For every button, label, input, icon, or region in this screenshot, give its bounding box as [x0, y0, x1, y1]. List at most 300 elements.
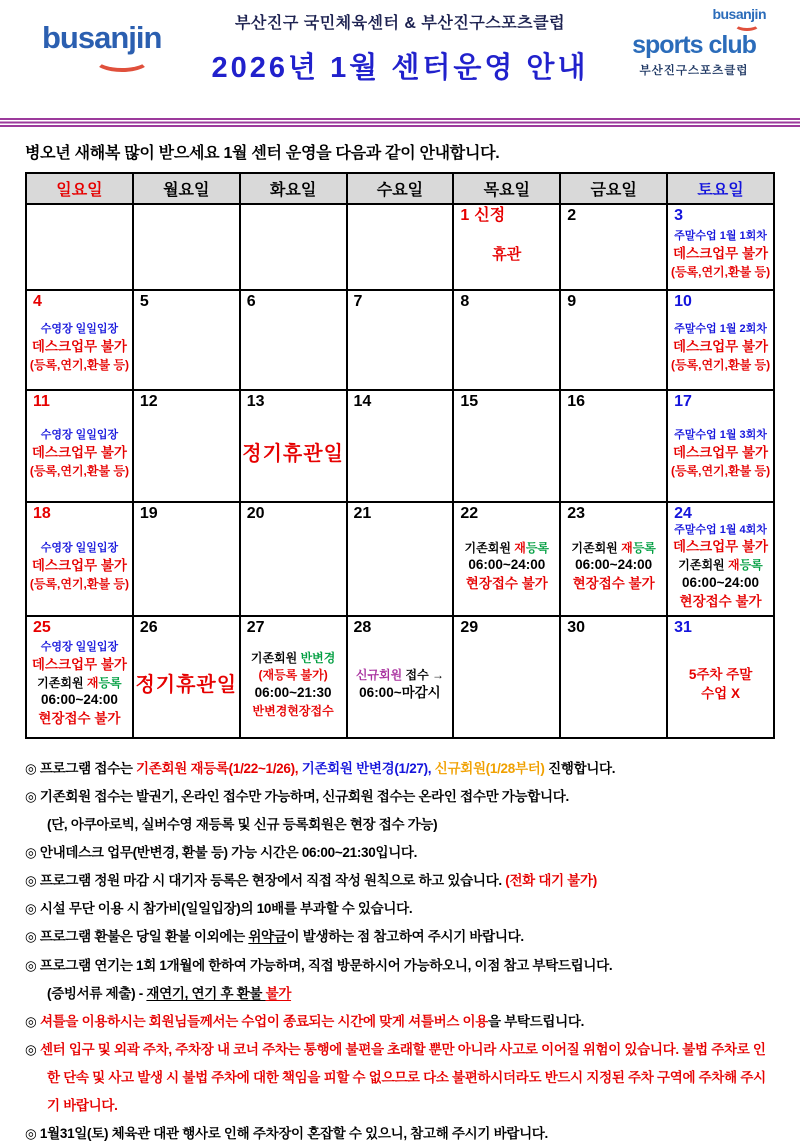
text-segment: (단, 아쿠아로빅, 실버수영 재등록 및 신규 등록회원은 현장 접수 가능) [47, 817, 438, 833]
day-number-text: 4 [33, 293, 42, 310]
calendar-cell [26, 204, 133, 290]
cell-line [359, 684, 441, 703]
day-number-text: 25 [33, 619, 51, 636]
cell-content [454, 523, 559, 615]
note-line [25, 867, 775, 895]
cell-content [241, 205, 346, 289]
calendar-cell-box [241, 617, 346, 737]
day-number-text: 3 [674, 207, 683, 224]
calendar-cell [560, 290, 667, 390]
day-number [454, 503, 559, 523]
text-segment: 불가 [265, 985, 292, 1001]
calendar-cell-box [27, 503, 132, 615]
text-segment: 등록 [98, 675, 122, 690]
cell-line [242, 440, 344, 468]
note-line [25, 811, 775, 839]
note-line [25, 1120, 775, 1148]
calendar-cell [26, 390, 133, 502]
note-line [25, 1036, 775, 1120]
cell-line [258, 667, 327, 684]
cell-line [492, 244, 521, 265]
calendar-cell-box [241, 205, 346, 289]
day-number-text: 24 [674, 505, 692, 522]
text-segment: 현장접수 불가 [38, 711, 121, 727]
text-segment: ◎ [25, 1013, 40, 1029]
calendar-cell-box [561, 617, 666, 737]
calendar-cell [240, 502, 347, 616]
sports-club-logo-busanjin: busanjin [712, 6, 766, 22]
day-number-text: 10 [674, 293, 692, 310]
text-segment: 재 [86, 675, 99, 690]
day-number-text: 28 [353, 619, 372, 636]
cell-content [241, 311, 346, 389]
calendar-cell [667, 390, 774, 502]
day-number-text: 31 [674, 619, 692, 636]
note-line [25, 1008, 775, 1036]
calendar-cell [347, 390, 454, 502]
day-number-text: 18 [33, 505, 51, 522]
calendar-cell-box [668, 205, 773, 289]
cell-content [561, 311, 666, 389]
cell-content [454, 311, 559, 389]
calendar-table [25, 172, 775, 739]
day-number-text: 9 [567, 293, 577, 310]
day-number [134, 391, 239, 411]
text-segment: 주말수업 1월 1회차 [674, 230, 767, 243]
cell-content [561, 523, 666, 615]
day-number-text: 27 [246, 619, 265, 636]
text-segment: 기존회원 재등록(1/22~1/26), [136, 761, 299, 776]
day-number-text: 5 [139, 293, 149, 310]
note-line [25, 923, 775, 951]
calendar-cell-box [668, 391, 773, 501]
text-segment: 데스크업무 불가 [673, 444, 769, 460]
day-number [27, 391, 132, 411]
day-number-text: 22 [460, 505, 479, 522]
calendar-cell [667, 290, 774, 390]
cell-line [674, 428, 767, 443]
weekday-header: 목요일 [453, 173, 560, 204]
cell-line [41, 322, 118, 337]
cell-line [251, 650, 335, 667]
cell-line [30, 463, 129, 480]
calendar-cell [667, 616, 774, 738]
cell-content [27, 311, 132, 389]
calendar-cell [240, 390, 347, 502]
calendar-cell [347, 290, 454, 390]
day-number [241, 503, 346, 523]
day-number-text: 17 [674, 393, 692, 410]
text-segment: 위약금 [248, 929, 287, 945]
calendar-cell-box [668, 503, 773, 615]
calendar-week-row [26, 502, 774, 616]
note-line [25, 980, 775, 1008]
cell-line [32, 338, 127, 357]
calendar-cell-box [134, 391, 239, 501]
day-number [241, 291, 346, 311]
day-number [241, 617, 346, 637]
cell-content [348, 205, 453, 289]
note-line [25, 839, 775, 867]
day-number [241, 391, 346, 411]
text-segment: 재 [621, 540, 633, 555]
day-number-text: 11 [33, 393, 50, 410]
calendar-cell-box [561, 391, 666, 501]
day-number-text: 13 [246, 393, 265, 410]
text-segment: 기존회원 [250, 651, 301, 666]
calendar-cell-box [454, 391, 559, 501]
text-segment: (등록,연기,환불 등) [670, 264, 771, 279]
text-segment: 데스크업무 불가 [31, 338, 127, 354]
cell-line [37, 675, 121, 692]
day-number [668, 617, 773, 637]
cell-line [32, 557, 127, 576]
weekday-header: 일요일 [26, 173, 133, 204]
cell-content [668, 523, 773, 616]
calendar-cell-box [454, 503, 559, 615]
sports-club-logo-text: sports club [632, 31, 756, 59]
cell-line [466, 575, 548, 594]
text-segment: ◎ 시설 무단 이용 시 참가비(일일입장)의 10배를 부과할 수 있습니다. [25, 901, 413, 917]
text-segment: 등록 [632, 540, 656, 555]
calendar-cell [26, 616, 133, 738]
day-number-text: 20 [246, 505, 265, 522]
calendar-cell [133, 204, 240, 290]
text-segment: 수영장 일일입장 [40, 542, 119, 555]
text-segment: 수영장 일일입장 [40, 429, 119, 442]
calendar-cell-box [241, 391, 346, 501]
text-segment: (증빙서류 제출) - [47, 985, 147, 1001]
day-number [454, 291, 559, 311]
text-segment: 등록 [525, 540, 550, 555]
day-number-text: 14 [353, 393, 372, 410]
text-segment: 데스크업무 불가 [31, 656, 127, 672]
text-segment: 5주차 주말 [688, 666, 753, 682]
calendar-cell-box [348, 503, 453, 615]
day-number [561, 291, 666, 311]
weekday-header: 금요일 [560, 173, 667, 204]
day-number [348, 391, 453, 411]
text-segment: (등록,연기,환불 등) [29, 357, 129, 372]
note-line [25, 783, 775, 811]
text-segment: 을 부탁드립니다. [488, 1013, 585, 1029]
calendar-cell [667, 502, 774, 616]
text-segment: 06:00~마감시 [359, 684, 441, 700]
calendar-cell-box [454, 205, 559, 289]
text-segment: 주말수업 1월 4회차 [674, 523, 767, 536]
calendar-cell-box [454, 291, 559, 389]
calendar-cell-box [668, 291, 773, 389]
cell-line [465, 540, 549, 557]
cell-line [41, 640, 118, 655]
text-segment: 정기휴관일 [135, 673, 238, 696]
day-number-text: 29 [460, 619, 479, 636]
calendar-cell-box [27, 617, 132, 737]
text-segment: 주말수업 1월 3회차 [674, 429, 767, 442]
day-number-text: 7 [353, 293, 363, 310]
cell-line [671, 357, 770, 374]
note-line [25, 895, 775, 923]
weekday-header: 화요일 [240, 173, 347, 204]
cell-line [41, 691, 118, 710]
day-number [668, 205, 773, 225]
day-number-text: 19 [139, 505, 158, 522]
text-segment: 수영장 일일입장 [40, 323, 119, 336]
calendar-cell-box [134, 205, 239, 289]
text-segment: 재 [514, 540, 526, 555]
cell-content [134, 205, 239, 289]
calendar-cell-box [241, 291, 346, 389]
calendar-cell [560, 204, 667, 290]
cell-content [241, 411, 346, 501]
text-segment: ◎ [25, 1041, 40, 1057]
calendar-cell [453, 616, 560, 738]
cell-line [671, 264, 770, 281]
day-number [668, 503, 773, 523]
cell-line [32, 444, 127, 463]
calendar-cell [133, 502, 240, 616]
cell-line [575, 556, 652, 575]
text-segment: 06:00~24:00 [575, 557, 653, 573]
day-number [134, 291, 239, 311]
text-segment: 수업 X [701, 685, 740, 701]
cell-line [674, 322, 767, 337]
text-segment: ◎ 프로그램 접수는 [25, 761, 137, 776]
cell-line [671, 463, 770, 480]
text-segment: 이 발생하는 점 참고하여 주시기 바랍니다. [286, 929, 524, 945]
cell-content [27, 205, 132, 289]
day-number-text: 15 [460, 393, 479, 410]
purple-divider [0, 118, 800, 127]
day-number-text: 30 [567, 619, 586, 636]
cell-line [41, 541, 118, 556]
text-segment: 신규회원(1/28부터) [434, 761, 545, 776]
greeting-text: 병오년 새해복 많이 받으세요 1월 센터 운영을 다음과 같이 안내합니다. [25, 145, 500, 162]
day-number-text: 12 [139, 393, 158, 410]
day-number-text: 8 [460, 293, 470, 310]
cell-content [27, 523, 132, 615]
text-segment: 접수 → [405, 667, 445, 682]
cell-line [701, 685, 740, 704]
calendar-cell-box [668, 617, 773, 737]
calendar-cell [133, 290, 240, 390]
cell-content [348, 311, 453, 389]
calendar-cell-box [134, 503, 239, 615]
cell-line [682, 574, 759, 593]
text-segment: ◎ 안내데스크 업무(반변경, 환불 등) 가능 시간은 06:00~21:30입니다. [25, 845, 418, 861]
calendar-cell [240, 616, 347, 738]
calendar-cell [347, 502, 454, 616]
calendar-cell [453, 290, 560, 390]
cell-line [38, 710, 120, 729]
day-number [348, 291, 453, 311]
calendar-cell [560, 390, 667, 502]
text-segment: 반변경현장접수 [252, 703, 334, 718]
cell-line [253, 703, 334, 720]
text-segment: 데스크업무 불가 [31, 444, 127, 460]
cell-line [571, 540, 655, 557]
cell-line [680, 593, 762, 612]
day-number [668, 391, 773, 411]
cell-content [348, 523, 453, 615]
cell-line [41, 428, 118, 443]
calendar-week-row [26, 290, 774, 390]
calendar-cell-box [348, 205, 453, 289]
text-segment: 신규회원 [355, 667, 406, 682]
calendar-cell-box [348, 291, 453, 389]
text-segment: 현장접수 불가 [572, 576, 655, 592]
calendar-cell [133, 616, 240, 738]
calendar-cell [560, 502, 667, 616]
cell-content [348, 411, 453, 501]
text-segment: 반변경 [300, 651, 336, 666]
text-segment: 기존회원 [571, 540, 622, 555]
cell-content [454, 225, 559, 289]
cell-content [668, 411, 773, 501]
weekday-header: 수요일 [347, 173, 454, 204]
weekday-header: 토요일 [667, 173, 774, 204]
text-segment: 06:00~24:00 [468, 557, 546, 573]
calendar-cell [133, 390, 240, 502]
cell-content [134, 523, 239, 615]
cell-line [673, 444, 768, 463]
cell-content [668, 637, 773, 737]
text-segment: 기존회원 반변경(1/27), [301, 761, 432, 776]
cell-content [134, 411, 239, 501]
notes-section [25, 755, 775, 1148]
day-number-text: 23 [567, 505, 586, 522]
calendar-cell-box [561, 503, 666, 615]
text-segment: (등록,연기,환불 등) [29, 576, 129, 591]
calendar-cell-box [134, 291, 239, 389]
calendar-week-row [26, 390, 774, 502]
day-number [27, 291, 132, 311]
cell-content [561, 411, 666, 501]
text-segment: 휴관 [492, 246, 522, 264]
calendar-cell [453, 390, 560, 502]
page-title: 2026년 1월 센터운영 안내 [211, 52, 589, 84]
text-segment: 데스크업무 불가 [673, 538, 769, 554]
text-segment: 기존회원 [678, 557, 728, 572]
cell-line [673, 338, 768, 357]
day-number [27, 617, 132, 637]
calendar-cell [240, 290, 347, 390]
text-segment: 기존회원 [37, 675, 87, 690]
note-line [25, 755, 775, 783]
calendar-cell-box [27, 205, 132, 289]
text-segment: 06:00~24:00 [40, 692, 118, 708]
cell-line [674, 523, 767, 538]
calendar-cell-box [561, 291, 666, 389]
cell-line [674, 229, 767, 244]
text-segment: ◎ 기존회원 접수는 발권기, 온라인 접수만 가능하며, 신규회원 접수는 온라인 접수만 가능합니다. [25, 789, 569, 805]
day-number-text: 1 [460, 207, 470, 224]
cell-content [134, 311, 239, 389]
text-segment: (등록,연기,환불 등) [670, 357, 771, 372]
text-segment: (등록,연기,환불 등) [29, 463, 129, 478]
cell-content [668, 225, 773, 289]
day-number [134, 617, 239, 637]
calendar-cell [240, 204, 347, 290]
text-segment: 현장접수 불가 [465, 576, 548, 592]
text-segment: 기존회원 [464, 540, 515, 555]
calendar-cell-box [134, 617, 239, 737]
cell-line [673, 538, 768, 557]
cell-content [241, 523, 346, 615]
cell-line [673, 245, 768, 264]
day-number-text: 2 [567, 207, 577, 224]
calendar-cell-box [241, 503, 346, 615]
calendar-cell-box [348, 391, 453, 501]
text-segment: (재등록 불가) [258, 667, 328, 682]
cell-line [678, 557, 762, 574]
calendar-cell-box [348, 617, 453, 737]
text-segment: (등록,연기,환불 등) [670, 463, 771, 478]
cell-content [348, 637, 453, 737]
day-number [561, 617, 666, 637]
calendar-week-row [26, 616, 774, 738]
text-segment: ◎ 1월31일(토) 체육관 대관 행사로 인해 주차장이 혼잡할 수 있으니, 참고해 주시기 바랍니다. [25, 1126, 548, 1142]
cell-line [30, 357, 129, 374]
calendar-cell-box [561, 205, 666, 289]
text-segment: 06:00~24:00 [682, 574, 759, 590]
calendar-cell [453, 204, 560, 290]
cell-content [668, 311, 773, 389]
cell-line [468, 556, 545, 575]
text-segment: 06:00~21:30 [254, 684, 332, 700]
cell-content [454, 637, 559, 737]
cell-content [27, 411, 132, 501]
calendar-cell-box [454, 617, 559, 737]
calendar-header-row [26, 173, 774, 204]
day-number [27, 503, 132, 523]
day-number [454, 205, 559, 225]
day-number-text: 16 [567, 393, 586, 410]
busanjin-logo-text: busanjin [42, 20, 162, 55]
cell-line [573, 575, 655, 594]
text-segment: ◎ 프로그램 연기는 1회 1개월에 한하여 가능하며, 직접 방문하시어 가능하오니, 이점 참고 부탁드립니다. [25, 957, 613, 973]
sports-club-logo-sub: 부산진구스포츠클럽 [639, 65, 749, 77]
day-number-text: 6 [246, 293, 256, 310]
calendar-week-row [26, 204, 774, 290]
busanjin-logo [42, 20, 161, 72]
text-segment: 데스크업무 불가 [31, 557, 127, 573]
day-number [348, 617, 453, 637]
text-segment: 데스크업무 불가 [673, 245, 769, 261]
day-extra-label: 신정 [474, 207, 506, 224]
text-segment: 셔틀을 이용하시는 회원님들께서는 수업이 종료되는 시간에 맞게 셔틀버스 이용 [39, 1013, 488, 1029]
day-number [134, 503, 239, 523]
calendar-cell [667, 204, 774, 290]
text-segment: ◎ 프로그램 정원 마감 시 대기자 등록은 현장에서 직접 작성 원칙으로 하고 있습니다. [25, 873, 506, 889]
text-segment: 주말수업 1월 2회차 [674, 323, 767, 336]
text-segment: 정기휴관일 [242, 442, 344, 465]
cell-line [255, 684, 332, 703]
day-number [561, 391, 666, 411]
cell-line [32, 656, 127, 675]
cell-content [454, 411, 559, 501]
org-line: 부산진구 국민체육센터 & 부산진구스포츠클럽 [234, 15, 566, 32]
text-segment: 데스크업무 불가 [673, 338, 769, 354]
calendar-cell [453, 502, 560, 616]
weekday-header: 월요일 [133, 173, 240, 204]
calendar-cell [26, 290, 133, 390]
cell-line [30, 576, 129, 593]
text-segment: 진행합니다. [544, 761, 616, 776]
text-segment: 재 [727, 557, 740, 572]
text-segment: ◎ 프로그램 환불은 당일 환불 이외에는 [25, 929, 249, 945]
cell-content [241, 637, 346, 737]
